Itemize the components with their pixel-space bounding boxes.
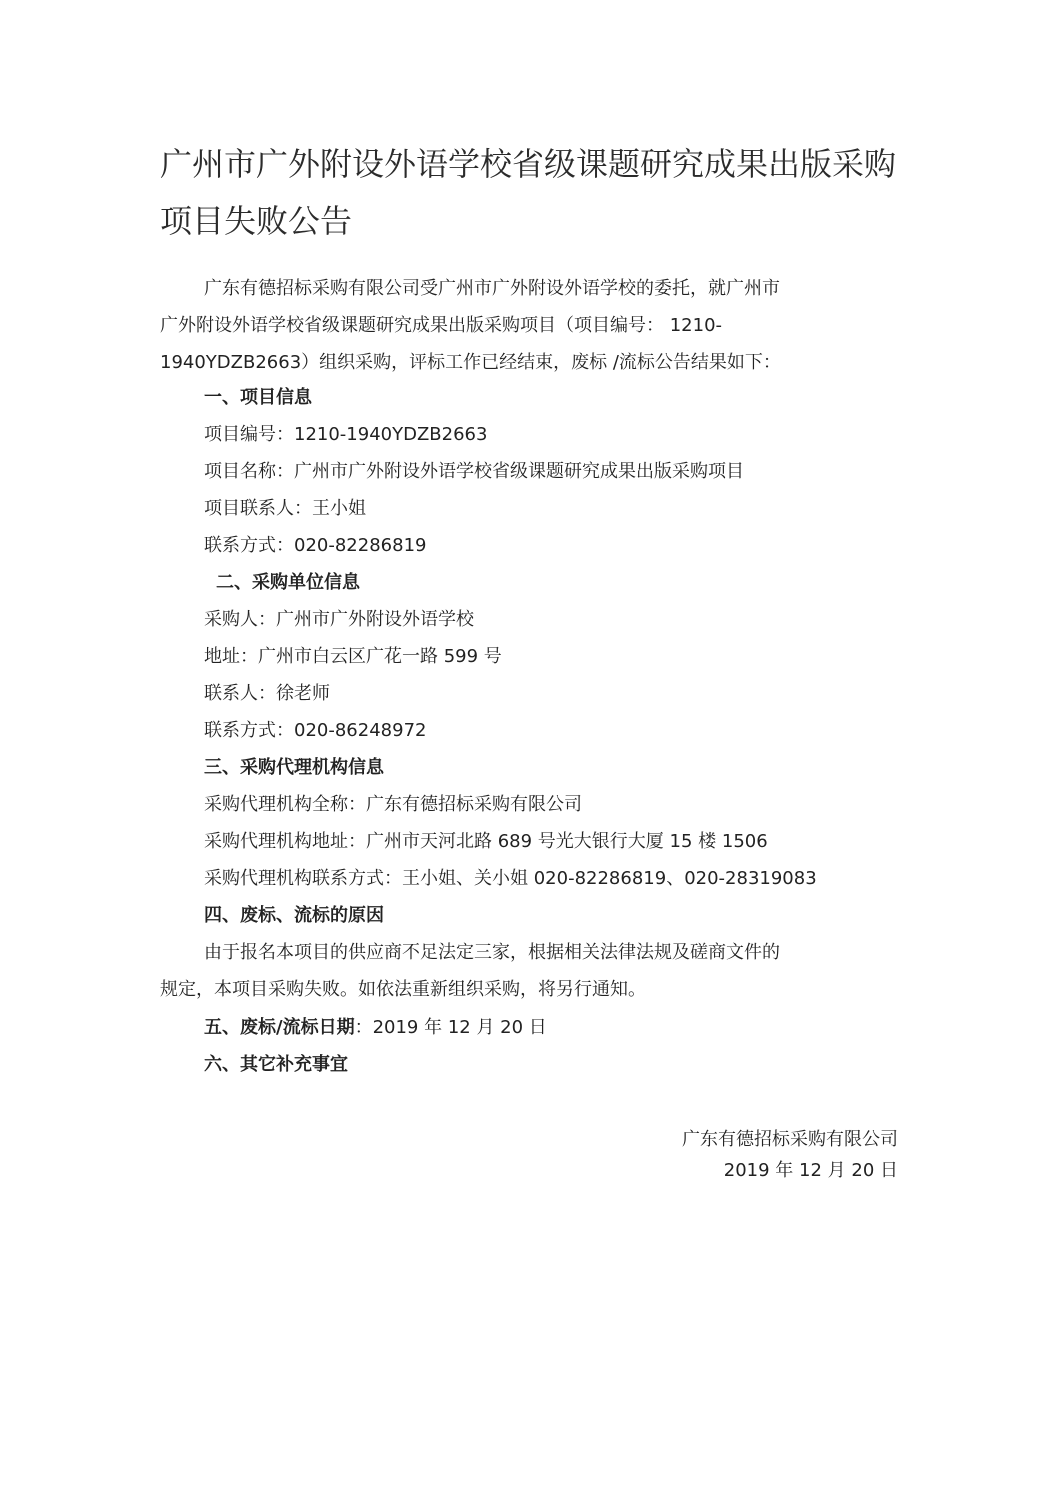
purchaser-address: 地址：广州市白云区广花一路 599 号 [204, 646, 502, 667]
title-line-1: 广州市广外附设外语学校省级课题研究成果出版采购 [160, 145, 897, 183]
agency-contact: 采购代理机构联系方式：王小姐、关小姐 020-82286819、020-28319083 [204, 868, 817, 889]
section-6-heading: 六、其它补充事宜 [204, 1054, 348, 1075]
failure-reason-line-2: 规定，本项目采购失败。如依法重新组织采购，将另行通知。 [160, 979, 646, 1000]
section-1-heading: 一、项目信息 [204, 387, 312, 408]
intro-line-3: 1940YDZB2663）组织采购，评标工作已经结束，废标 /流标公告结果如下： [160, 352, 781, 373]
notice-body-end [204, 1009, 904, 1083]
section-2-heading: 二、采购单位信息 [216, 572, 360, 593]
signature-date: 2019 年 12 月 20 日 [723, 1160, 898, 1181]
intro-paragraph [160, 270, 900, 381]
signature-block [682, 1124, 898, 1186]
project-contact-person: 项目联系人：王小姐 [204, 498, 366, 519]
failure-reason-paragraph [160, 934, 900, 1008]
signature-company: 广东有德招标采购有限公司 [682, 1129, 898, 1150]
intro-line-1: 广东有德招标采购有限公司受广州市广外附设外语学校的委托，就广州市 [204, 278, 780, 299]
notice-body [204, 379, 904, 934]
title-line-2: 项目失败公告 [160, 202, 353, 240]
agency-address: 采购代理机构地址：广州市天河北路 689 号光大银行大厦 15 楼 1506 [204, 831, 768, 852]
purchaser-contact: 联系人：徐老师 [204, 683, 330, 704]
project-name: 项目名称：广州市广外附设外语学校省级课题研究成果出版采购项目 [204, 461, 744, 482]
section-5-heading: 五、废标/流标日期 [204, 1017, 355, 1038]
project-number: 项目编号：1210-1940YDZB2663 [204, 424, 488, 445]
section-4-heading: 四、废标、流标的原因 [204, 905, 384, 926]
failure-date-row [204, 1009, 904, 1046]
document-title [160, 136, 920, 250]
purchaser-name: 采购人：广州市广外附设外语学校 [204, 609, 474, 630]
purchaser-phone: 联系方式：020-86248972 [204, 720, 427, 741]
failure-date: ：2019 年 12 月 20 日 [354, 1017, 547, 1038]
intro-line-2: 广外附设外语学校省级课题研究成果出版采购项目（项目编号： 1210- [160, 315, 723, 336]
section-3-heading: 三、采购代理机构信息 [204, 757, 384, 778]
failure-reason-line-1: 由于报名本项目的供应商不足法定三家，根据相关法律法规及磋商文件的 [204, 942, 780, 963]
agency-name: 采购代理机构全称：广东有德招标采购有限公司 [204, 794, 582, 815]
project-contact-phone: 联系方式：020-82286819 [204, 535, 427, 556]
